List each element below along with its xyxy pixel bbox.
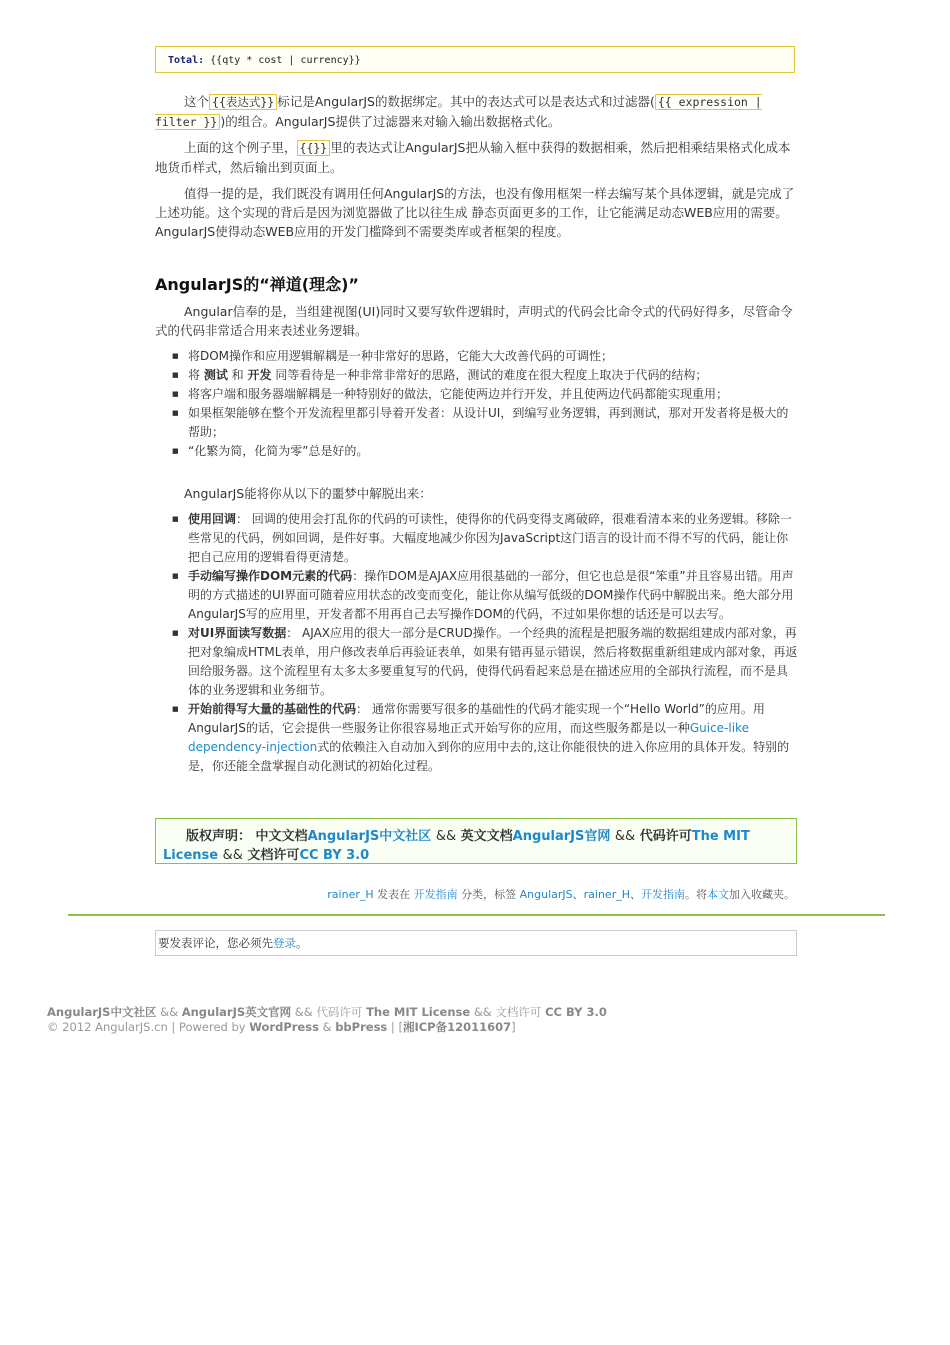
guice-link[interactable]: Guice-like dependency-injection xyxy=(188,721,749,754)
footer-cc-link[interactable]: CC BY 3.0 xyxy=(545,1005,607,1019)
footer-line-2: © 2012 AngularJS.cn | Powered by WordPress & bbPress | [湘ICP备12011607] xyxy=(47,1020,516,1034)
principle-item: ■ 将客户端和服务器端解耦是一种特别好的做法，它能使两边并行开发，并且使两边代码都能实现重用； xyxy=(155,385,798,404)
comment-box: 要发表评论，您必须先登录。 xyxy=(155,930,797,956)
inline-code: {{ expression | filter }} xyxy=(155,95,762,129)
license-box: 版权声明： 中文文档AngularJS中文社区 && 英文文档AngularJS官网 && 代码许可The MIT License && 文档许可CC BY 3.0 xyxy=(155,818,797,864)
code-label: Total: xyxy=(168,55,205,66)
tag-link[interactable]: AngularJS xyxy=(519,888,573,901)
nightmare-item: ■ 手动编写操作DOM元素的代码：操作DOM是AJAX应用很基础的一部分，但它也总是很“笨重”并且容易出错。用声明的方式描述的UI界面可随着应用状态的改变而变化，能让你从编写低级的DOM操作代码中解脱出来。绝大部分用AngularJS写的应用里，开发者都不用再自己去写操作DOM的代码，不过如果你想的话还是可以去写。 xyxy=(155,567,798,624)
paragraph-philosophy: Angular信奉的是，当组建视图(UI)同时又要写软件逻辑时，声明式的代码会比命令式的代码好得多，尽管命令式的代码非常适合用来表述业务逻辑。 xyxy=(155,304,793,338)
footer-site-link[interactable]: AngularJS中文社区 xyxy=(47,1005,157,1019)
paragraph-note: 值得一提的是，我们既没有调用任何AngularJS的方法，也没有像用框架一样去编写某个具体逻辑，就是完成了上述功能。这个实现的背后是因为浏览器做了比以往生成 静态页面更多的工作，让它能满足动态WEB应用的需要。AngularJS使得动态WEB应用的开发门槛降到不需要类库或者框架的程度。 xyxy=(155,186,795,239)
footer-line-1: AngularJS中文社区 && AngularJS英文官网 && 代码许可 The MIT License && 文档许可 CC BY 3.0 xyxy=(47,1005,607,1019)
license-mit-link[interactable]: The MIT License xyxy=(163,829,750,863)
inline-code: {{表达式}} xyxy=(209,94,277,110)
inline-code: {{}} xyxy=(297,140,331,156)
principle-item: ■ “化繁为简，化简为零”总是好的。 xyxy=(155,442,798,461)
license-en-link[interactable]: AngularJS官网 xyxy=(512,829,611,844)
license-cc-link[interactable]: CC BY 3.0 xyxy=(299,848,370,863)
footer-mit-link[interactable]: The MIT License xyxy=(366,1005,471,1019)
login-link[interactable]: 登录 xyxy=(273,936,296,950)
principle-item: ■ 将DOM操作和应用逻辑解耦是一种非常好的思路，它能大大改善代码的可调性； xyxy=(155,347,798,366)
tag-link[interactable]: 开发指南 xyxy=(641,888,685,901)
post-meta: rainer_H 发表在 开发指南 分类，标签 AngularJS、rainer_H、开发指南。将本文加入收藏夹。 xyxy=(327,888,795,901)
footer-official-link[interactable]: AngularJS英文官网 xyxy=(181,1005,292,1019)
paragraph-binding: 这个 {{表达式}} 标记是AngularJS的数据绑定。其中的表达式可以是表达式和过滤器( {{ expression | filter }} )的组合。AngularJS提供了过滤器来对输入输出数据格式化。 xyxy=(155,94,762,129)
nightmare-item: ■ 开始前得写大量的基础性的代码： 通常你需要写很多的基础性的代码才能实现一个“Hello World”的应用。用AngularJS的话，它会提供一些服务让你很容易地正式开始写你的应用，而这些服务都是以一种Guice-like dependency-injection式的依赖注入自动加入到你的应用中去的,这让你能很快的进入你应用的具体开发。特别的是，你还能全盘掌握自动化测试的初始化过程。 xyxy=(155,700,798,776)
code-example-box xyxy=(155,46,795,73)
author-link[interactable]: rainer_H xyxy=(327,888,374,901)
category-link[interactable]: 开发指南 xyxy=(413,888,458,901)
license-cn-link[interactable]: AngularJS中文社区 xyxy=(307,829,432,844)
principle-item: ■ 如果框架能够在整个开发流程里都引导着开发者：从设计UI，到编写业务逻辑，再到测试，那对开发者将是极大的帮助； xyxy=(155,404,798,442)
paragraph-nightmares: AngularJS能将你从以下的噩梦中解脱出来： xyxy=(184,486,432,501)
footer-icp-link[interactable]: 湘ICP备12011607 xyxy=(402,1020,512,1034)
nightmares-list xyxy=(155,510,798,776)
nightmare-item: ■ 使用回调： 回调的使用会打乱你的代码的可读性，使得你的代码变得支离破碎，很难看清本来的业务逻辑。移除一些常见的代码，例如回调，是件好事。大幅度地减少你因为JavaScript这门语言的设计而不得不写的代码，能让你把自己应用的逻辑看得更清楚。 xyxy=(155,510,798,567)
footer-bbpress-link[interactable]: bbPress xyxy=(335,1020,388,1034)
nightmare-item: ■ 对UI界面读写数据： AJAX应用的很大一部分是CRUD操作。一个经典的流程是把服务端的数据组建成内部对象，再把对象编成HTML表单，用户修改表单后再验证表单，如果有错再显示错误，然后将数据重新组建成内部对象，再返回给服务器。这个流程里有太多太多要重复写的代码，使得代码看起来总是在描述应用的全部执行流程，而不是具体的业务逻辑和业务细节。 xyxy=(155,624,798,700)
footer-wordpress-link[interactable]: WordPress xyxy=(249,1020,319,1034)
principle-item: ■ 将 测试 和 开发 同等看待是一种非常非常好的思路，测试的难度在很大程度上取决于代码的结构； xyxy=(155,366,798,385)
tag-link[interactable]: rainer_H xyxy=(583,888,630,901)
site-footer xyxy=(47,1005,607,1035)
principles-list xyxy=(155,347,798,461)
divider xyxy=(68,914,885,916)
paragraph-example: 上面的这个例子里， {{}} 里的表达式让AngularJS把从输入框中获得的数据相乘，然后把相乘结果格式化成本地货币样式，然后输出到页面上。 xyxy=(155,140,791,175)
code-expression: {{qty * cost | currency}} xyxy=(210,55,361,66)
bookmark-link[interactable]: 本文 xyxy=(707,888,729,901)
section-heading: AngularJS的“禅道(理念)” xyxy=(155,275,359,294)
